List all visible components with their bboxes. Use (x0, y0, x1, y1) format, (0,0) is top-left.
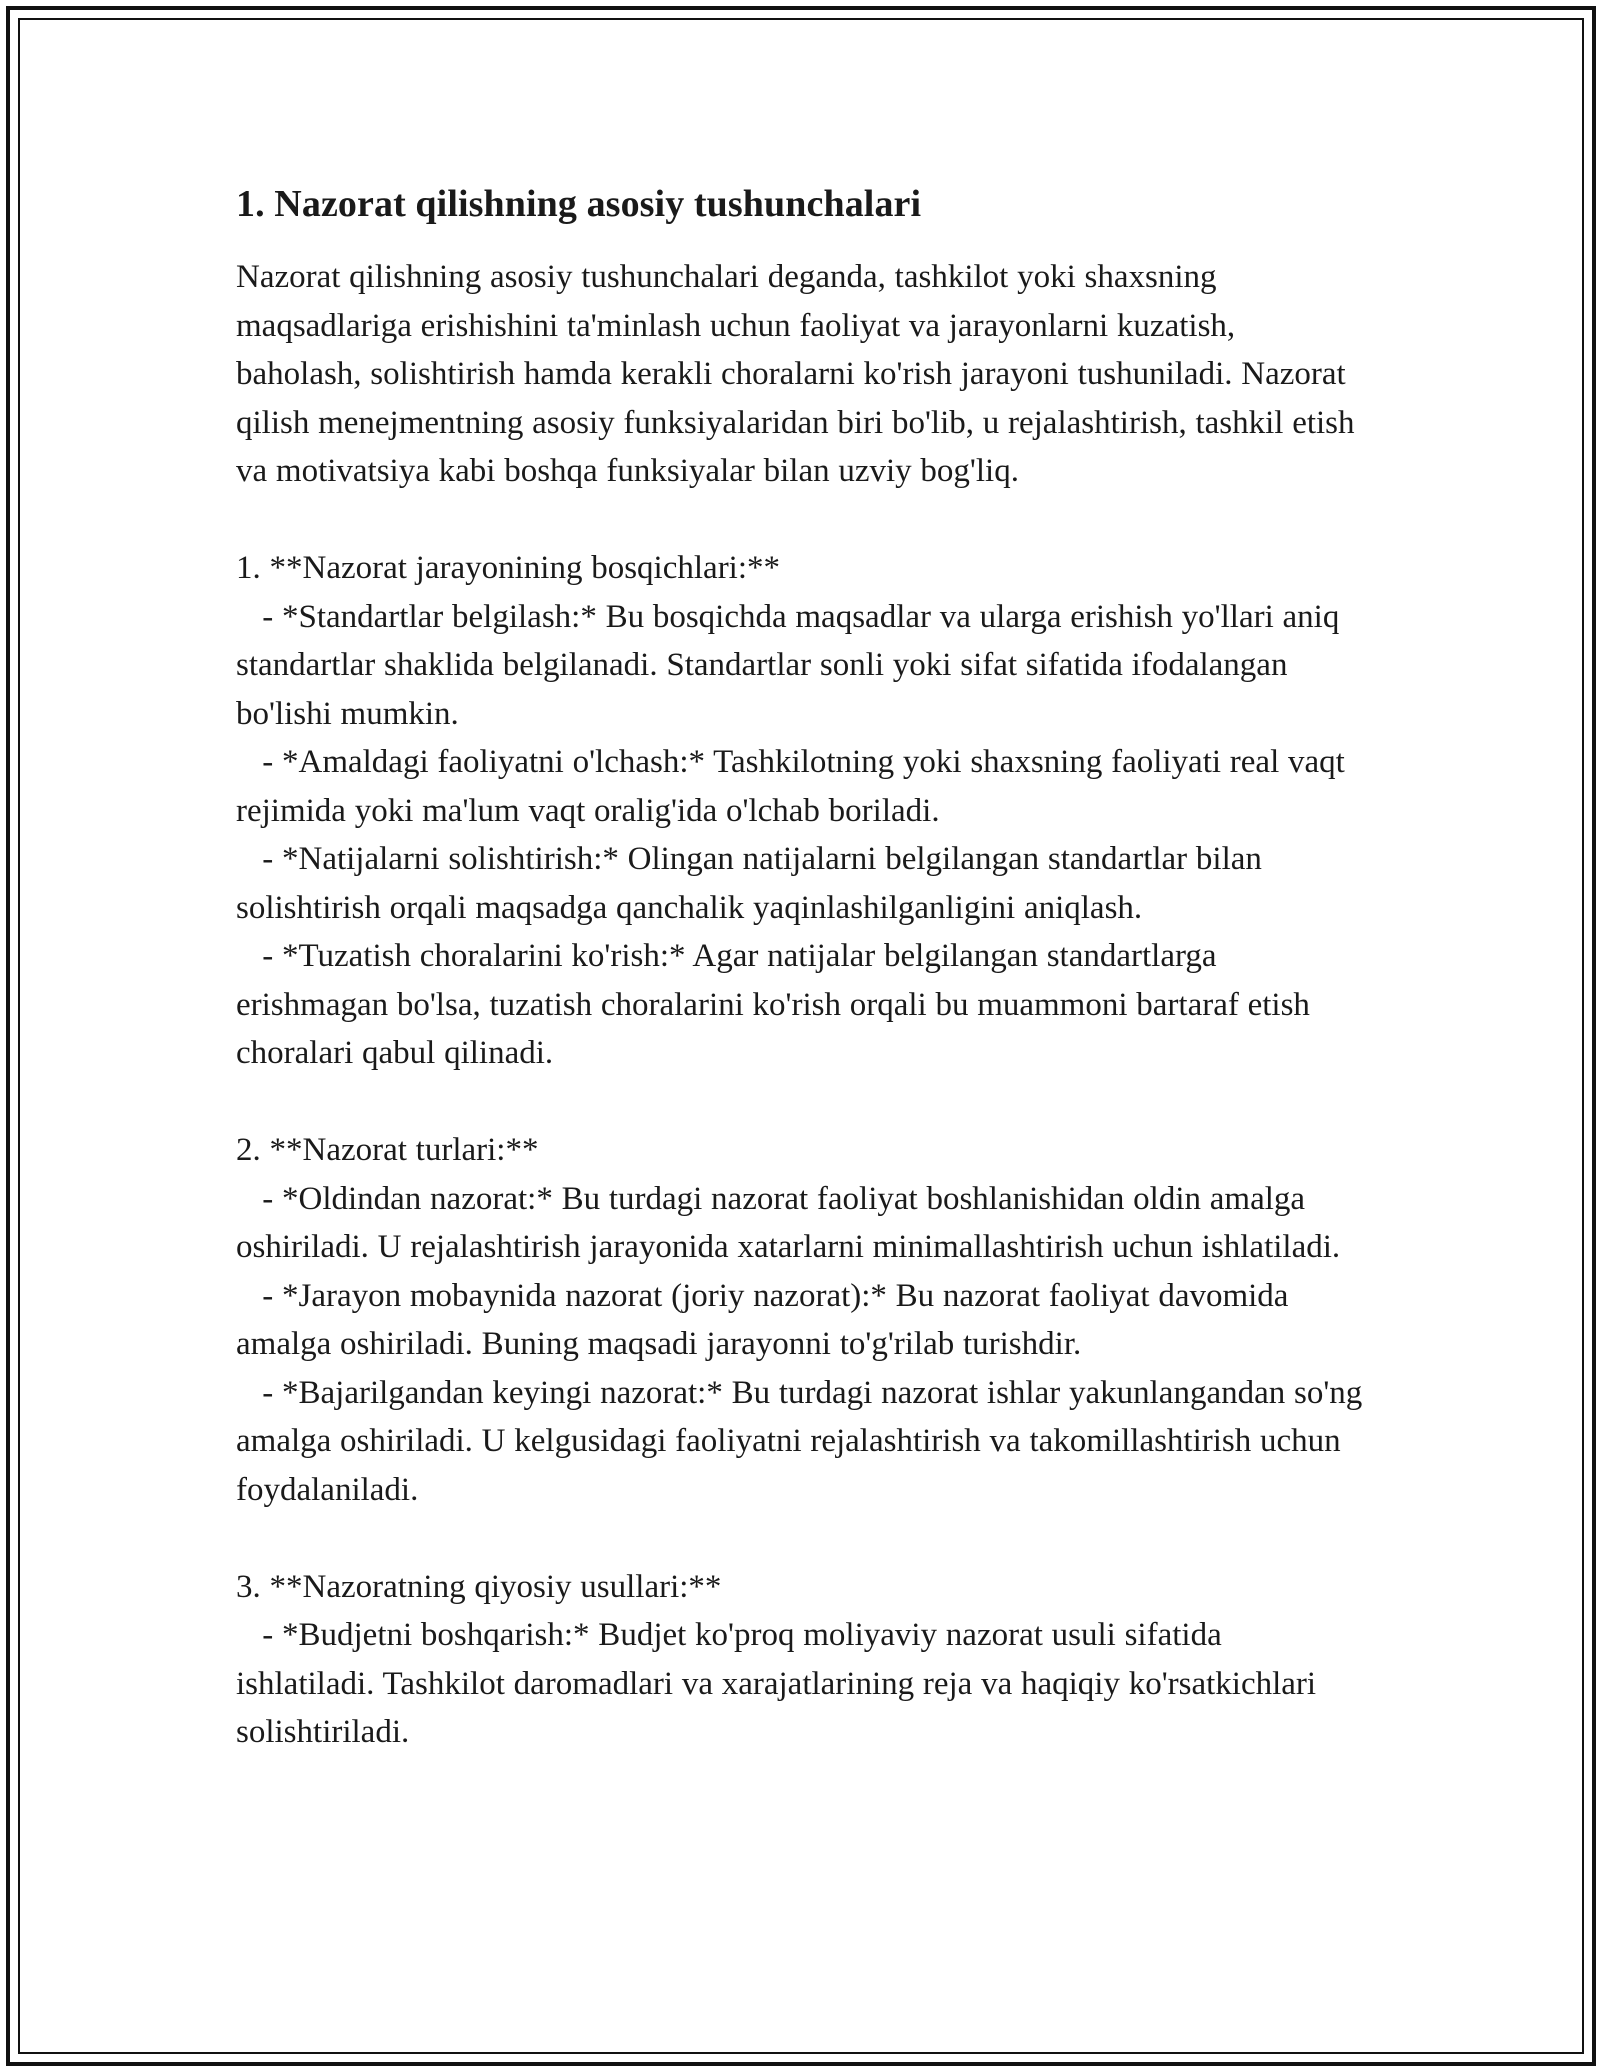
document-page (236, 178, 1366, 1757)
page-title: 1. Nazorat qilishning asosiy tushunchalari (236, 183, 922, 225)
document-body: Nazorat qilishning asosiy tushunchalari deganda, tashkilot yoki shaxsning maqsadlariga erishishini ta'minlash uchun faoliyat va jarayonlarni kuzatish, baholash, solishtirish hamda kerakli choralarni ko'rish jarayoni tushuniladi. Nazorat qilish menejmentning asosiy funksiyalaridan biri bo'lib, u rejalashtirish, tashkil etish va motivatsiya kabi boshqa funksiyalar bilan uzviy bog'liq. 1. **Nazorat jarayonining bosqichlari:** - *Standartlar belgilash:* Bu bosqichda maqsadlar va ularga erishish yo'llari aniq standartlar shaklida belgilanadi. Standartlar sonli yoki sifat sifatida ifodalangan bo'lishi mumkin. - *Amaldagi faoliyatni o'lchash:* Tashkilotning yoki shaxsning faoliyati real vaqt rejimida yoki ma'lum vaqt oralig'ida o'lchab boriladi. - *Natijalarni solishtirish:* Olingan natijalarni belgilangan standartlar bilan solishtirish orqali maqsadga qanchalik yaqinlashilganligini aniqlash. - *Tuzatish choralarini ko'rish:* Agar natijalar belgilangan standartlarga erishmagan bo'lsa, tuzatish choralarini ko'rish orqali bu muammoni bartaraf etish choralari qabul qilinadi. 2. **Nazorat turlari:** - *Oldindan nazorat:* Bu turdagi nazorat faoliyat boshlanishidan oldin amalga oshiriladi. U rejalashtirish jarayonida xatarlarni minimallashtirish uchun ishlatiladi. - *Jarayon mobaynida nazorat (joriy nazorat):* Bu nazorat faoliyat davomida amalga oshiriladi. Buning maqsadi jarayonni to'g'rilab turishdir. - *Bajarilgandan keyingi nazorat:* Bu turdagi nazorat ishlar yakunlangandan so'ng amalga oshiriladi. U kelgusidagi faoliyatni rejalashtirish va takomillashtirish uchun foydalaniladi. 3. **Nazoratning qiyosiy usullari:** - *Budjetni boshqarish:* Budjet ko'proq moliyaviy nazorat usuli sifatida ishlatiladi. Tashkilot daromadlari va xarajatlarining reja va haqiqiy ko'rsatkichlari solishtiriladi. (236, 259, 1363, 1751)
